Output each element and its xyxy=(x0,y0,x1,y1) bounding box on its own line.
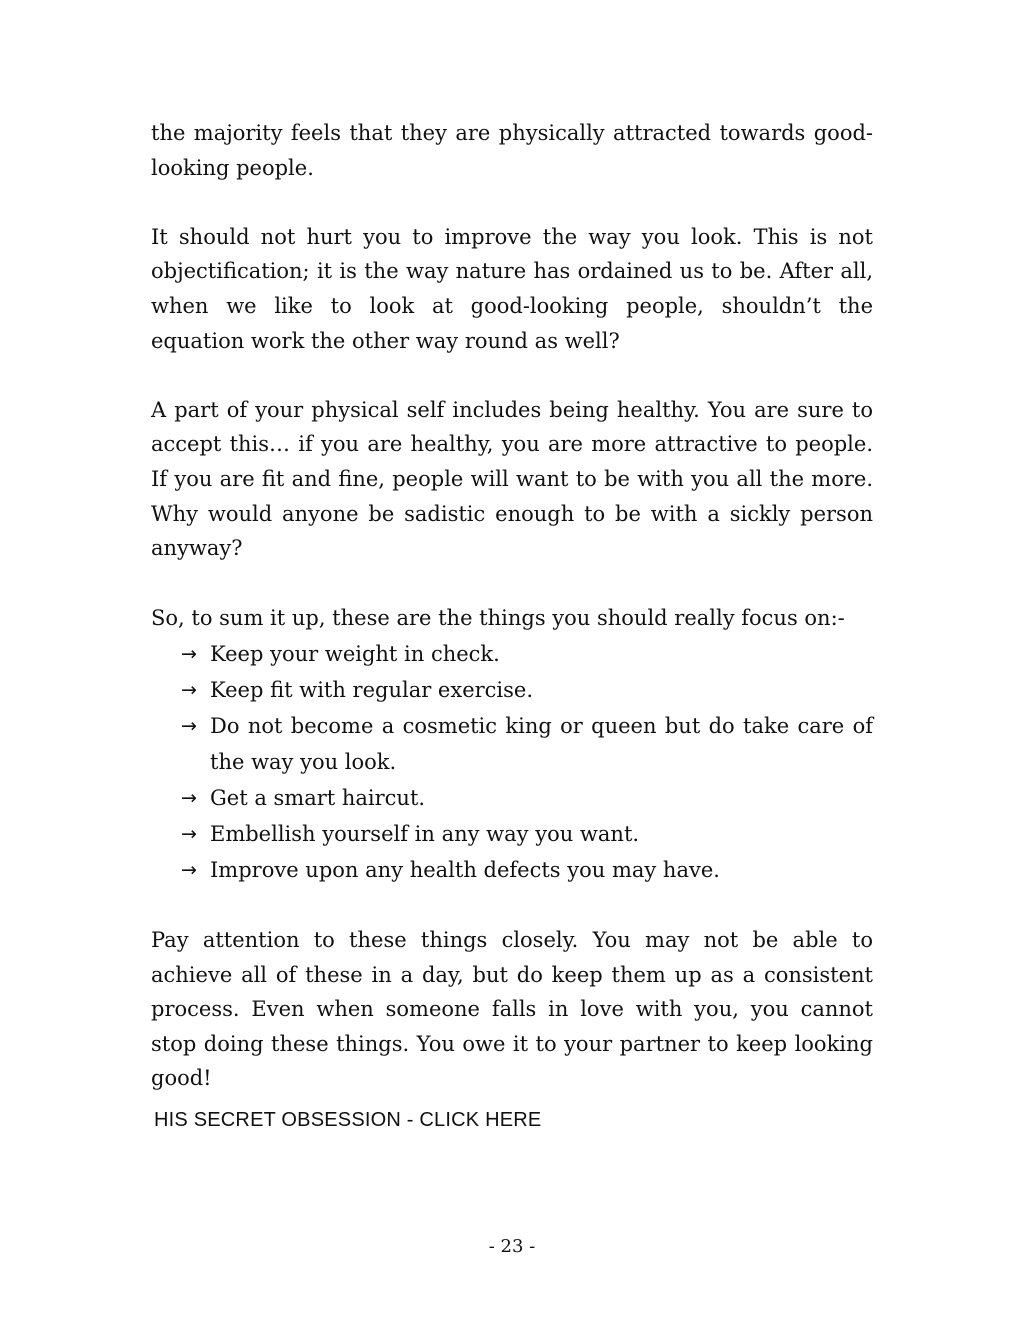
list-item xyxy=(181,708,873,780)
list-item-text: Get a smart haircut. xyxy=(210,786,426,811)
list-item-text: Improve upon any health defects you may have. xyxy=(210,858,720,883)
arrow-right-icon: → xyxy=(181,823,197,846)
page-body xyxy=(151,116,873,1130)
list-item xyxy=(181,816,873,852)
focus-list xyxy=(151,636,873,888)
list-item xyxy=(181,636,873,672)
list-item-text: Keep fit with regular exercise. xyxy=(210,678,534,703)
arrow-right-icon: → xyxy=(181,715,197,738)
arrow-right-icon: → xyxy=(181,787,197,810)
arrow-right-icon: → xyxy=(181,679,197,702)
list-item-text: Keep your weight in check. xyxy=(210,642,500,667)
cta-link[interactable]: HIS SECRET OBSESSION - CLICK HERE xyxy=(154,1109,542,1131)
arrow-right-icon: → xyxy=(181,643,197,666)
list-item xyxy=(181,672,873,708)
list-item-text: Embellish yourself in any way you want. xyxy=(210,822,640,847)
paragraph-2: It should not hurt you to improve the way you look. This is not objectification; it is the way nature has ordained us to be. After all, when we like to look at good-looking people, shouldn’t the equation work the other way round as well? xyxy=(151,224,873,353)
list-item-text: Do not become a cosmetic king or queen but do take care of the way you look. xyxy=(210,714,873,775)
closing-paragraph: Pay attention to these things closely. You may not be able to achieve all of these in a day, but do keep them up as a consistent process. Even when someone falls in love with you, you cannot stop doing these things. You owe it to your partner to keep looking good! xyxy=(151,927,873,1091)
paragraph-3: A part of your physical self includes being healthy. You are sure to accept this… if you are healthy, you are more attractive to people. If you are fit and fine, people will want to be with you all the more. Why would anyone be sadistic enough to be with a sickly person anyway? xyxy=(151,397,873,561)
paragraph-1: the majority feels that they are physically attracted towards good-looking people. xyxy=(151,121,873,180)
page-number: - 23 - xyxy=(488,1236,536,1257)
list-item xyxy=(181,780,873,816)
list-item xyxy=(181,852,873,888)
list-intro: So, to sum it up, these are the things you should really focus on:- xyxy=(151,606,845,631)
arrow-right-icon: → xyxy=(181,859,197,882)
